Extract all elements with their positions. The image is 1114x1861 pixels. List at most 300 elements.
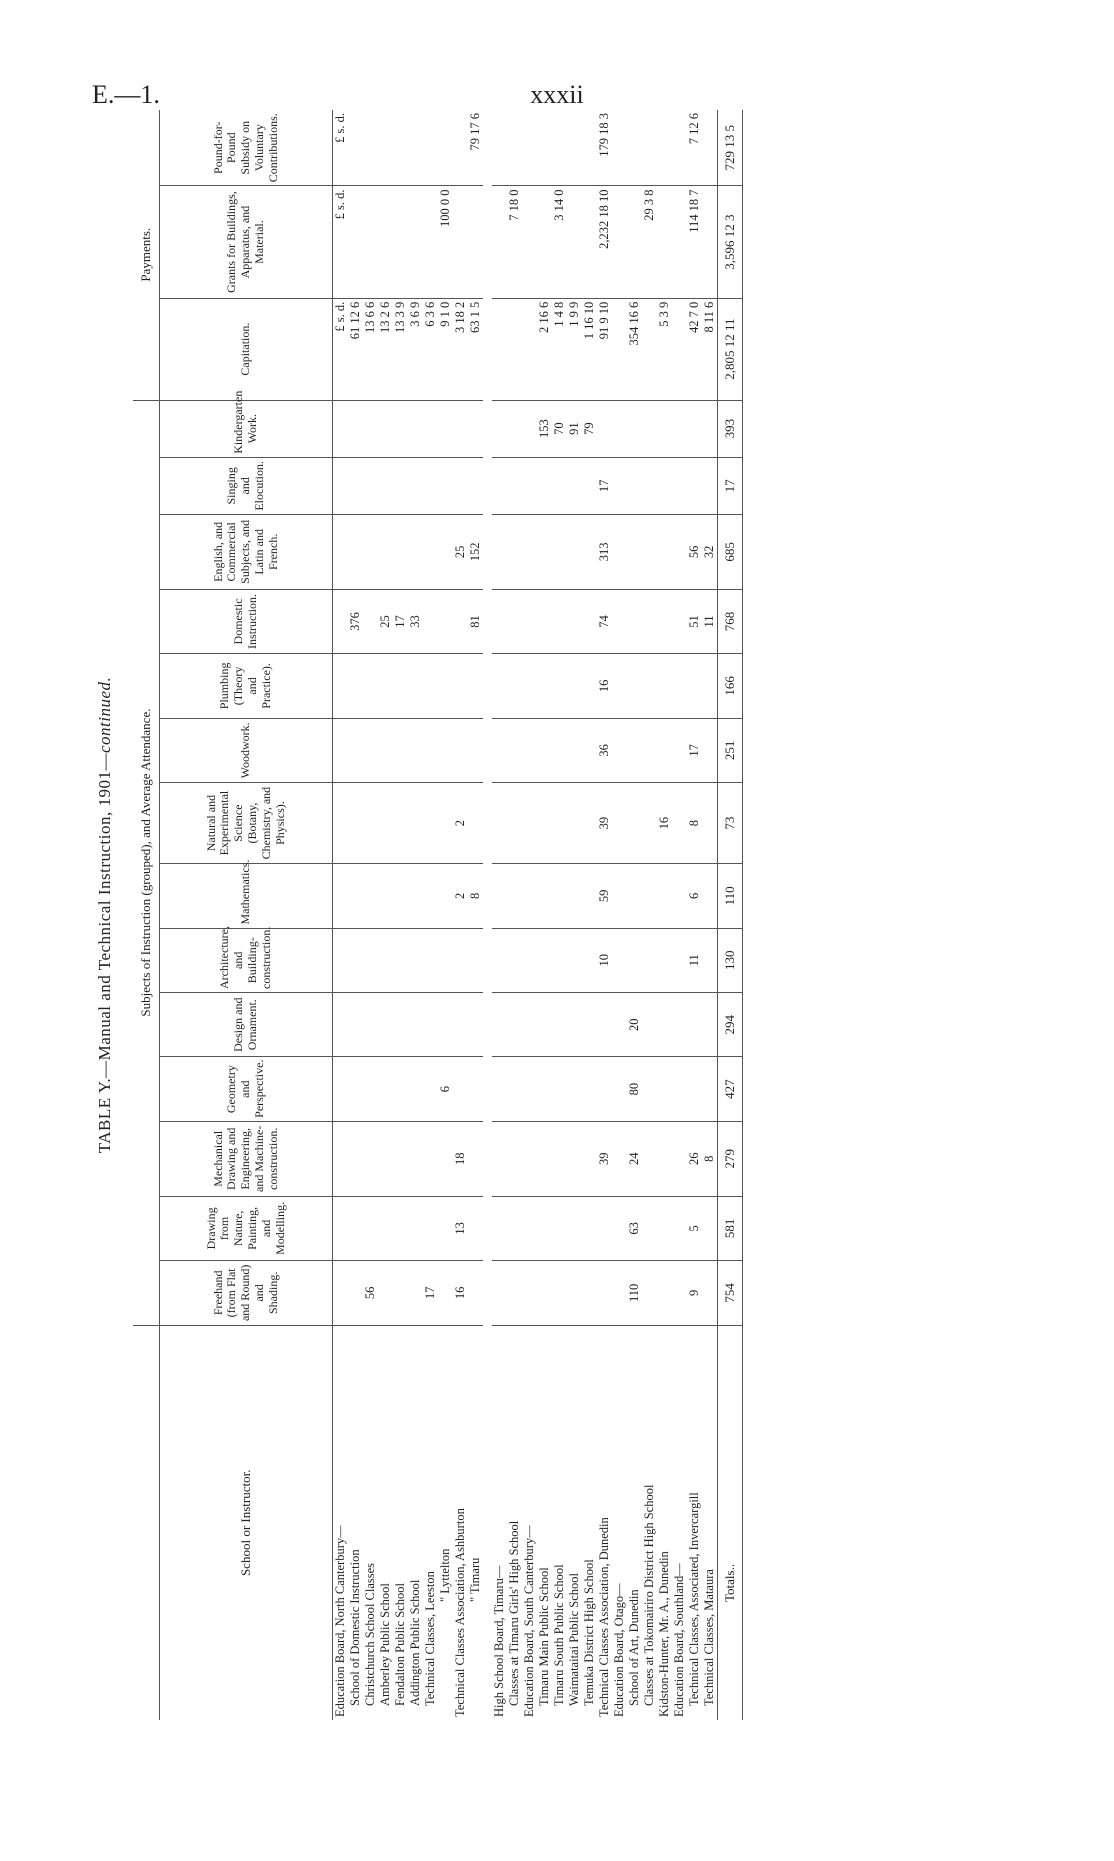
attendance-cell xyxy=(672,1121,687,1196)
attendance-cell xyxy=(333,1057,349,1121)
payment-cell: £ s. d. xyxy=(333,186,349,298)
attendance-cell xyxy=(612,1196,627,1260)
attendance-cell xyxy=(438,654,453,718)
attendance-cell xyxy=(552,1196,567,1260)
group-header-blank xyxy=(133,1325,160,1720)
payment-cell xyxy=(627,110,642,186)
school-name: Classes at Timaru Girls' High School xyxy=(507,1520,521,1706)
attendance-cell xyxy=(657,589,672,653)
attendance-cell xyxy=(363,400,378,457)
attendance-cell xyxy=(453,400,468,457)
attendance-cell xyxy=(423,928,438,992)
attendance-cell xyxy=(522,1196,537,1260)
attendance-cell xyxy=(642,783,657,864)
attendance-cell xyxy=(363,1121,378,1196)
attendance-cell xyxy=(672,1196,687,1260)
attendance-cell xyxy=(468,400,483,457)
attendance-cell xyxy=(582,1261,597,1325)
page-number: xxxii xyxy=(530,80,584,109)
attendance-cell xyxy=(642,589,657,653)
group-header-subjects: Subjects of Instruction (grouped), and Average Attendance. xyxy=(133,400,160,1325)
attendance-cell xyxy=(642,400,657,457)
attendance-cell xyxy=(423,864,438,928)
attendance-cell xyxy=(438,1196,453,1260)
attendance-cell xyxy=(348,992,363,1056)
payment-cell: 179 18 3 xyxy=(597,110,612,186)
attendance-cell xyxy=(537,992,552,1056)
payment-cell xyxy=(627,186,642,298)
column-header: Geometry and Perspective. xyxy=(160,1057,333,1121)
payment-cell: 3 18 2 xyxy=(453,298,468,400)
attendance-cell: 51 xyxy=(687,589,702,653)
school-name: Amberley Public School xyxy=(378,1583,392,1706)
column-header: Mechanical Drawing and Engineering, and Machine-construction. xyxy=(160,1121,333,1196)
attendance-cell xyxy=(363,1196,378,1260)
attendance-cell xyxy=(657,928,672,992)
payment-cell xyxy=(468,186,483,298)
attendance-cell xyxy=(537,718,552,782)
attendance-cell: 17 xyxy=(597,457,612,514)
attendance-cell xyxy=(627,864,642,928)
attendance-cell xyxy=(537,1196,552,1260)
total-cell: 17 xyxy=(718,457,743,514)
attendance-cell xyxy=(333,457,349,514)
attendance-cell xyxy=(423,1196,438,1260)
school-name-cell xyxy=(468,1325,483,1720)
attendance-cell xyxy=(537,457,552,514)
total-cell: 581 xyxy=(718,1196,743,1260)
attendance-cell xyxy=(492,928,507,992)
attendance-cell xyxy=(582,514,597,589)
school-name-cell xyxy=(492,1325,507,1720)
attendance-cell xyxy=(687,400,702,457)
payment-cell xyxy=(537,186,552,298)
school-name: Timaru South Public School xyxy=(552,1564,566,1706)
attendance-cell xyxy=(702,457,718,514)
attendance-cell xyxy=(408,783,423,864)
school-name-cell xyxy=(378,1325,393,1720)
school-name-cell xyxy=(642,1325,657,1720)
attendance-cell: 81 xyxy=(468,589,483,653)
attendance-cell xyxy=(468,718,483,782)
attendance-cell: 376 xyxy=(348,589,363,653)
payment-cell: 8 11 6 xyxy=(702,298,718,400)
attendance-cell xyxy=(672,589,687,653)
attendance-cell: 63 xyxy=(627,1196,642,1260)
attendance-cell xyxy=(537,589,552,653)
attendance-cell xyxy=(378,514,393,589)
attendance-cell xyxy=(393,1196,408,1260)
table-row xyxy=(348,110,363,1720)
table-body xyxy=(333,110,718,1720)
payment-cell: 79 17 6 xyxy=(468,110,483,186)
attendance-cell xyxy=(567,514,582,589)
school-name-cell xyxy=(438,1325,453,1720)
payment-cell: 9 1 0 xyxy=(438,298,453,400)
payment-cell: 63 1 5 xyxy=(468,298,483,400)
school-name-cell xyxy=(333,1325,349,1720)
attendance-cell: 153 xyxy=(537,400,552,457)
school-name-cell xyxy=(687,1325,702,1720)
attendance-cell: 36 xyxy=(597,718,612,782)
school-name: Education Board, Otago— xyxy=(612,1583,626,1717)
attendance-cell xyxy=(378,1196,393,1260)
payment-cell xyxy=(642,110,657,186)
attendance-cell xyxy=(438,1261,453,1325)
attendance-cell: 2 xyxy=(453,783,468,864)
attendance-cell xyxy=(612,654,627,718)
attendance-cell xyxy=(507,1057,522,1121)
table-row xyxy=(522,110,537,1720)
attendance-cell xyxy=(348,928,363,992)
attendance-cell xyxy=(363,514,378,589)
attendance-cell xyxy=(582,1057,597,1121)
attendance-cell: 110 xyxy=(627,1261,642,1325)
attendance-cell xyxy=(597,400,612,457)
column-header: English, and Commercial Subjects, and Latin and French. xyxy=(160,514,333,589)
attendance-cell xyxy=(657,718,672,782)
attendance-cell xyxy=(333,400,349,457)
school-name: Technical Classes, Leeston xyxy=(423,1571,437,1706)
group-header-payments: Payments. xyxy=(133,110,160,400)
attendance-cell xyxy=(657,1261,672,1325)
attendance-cell xyxy=(438,718,453,782)
payment-cell: 1 16 10 xyxy=(582,298,597,400)
attendance-cell: 16 xyxy=(657,783,672,864)
payment-cell: 1 4 8 xyxy=(552,298,567,400)
attendance-cell xyxy=(408,457,423,514)
school-name: Waimataitai Public School xyxy=(567,1573,581,1706)
attendance-cell xyxy=(612,718,627,782)
attendance-cell xyxy=(492,992,507,1056)
payment-cell xyxy=(423,110,438,186)
attendance-cell xyxy=(657,1196,672,1260)
attendance-cell xyxy=(507,992,522,1056)
total-cell: 73 xyxy=(718,783,743,864)
payment-cell xyxy=(522,298,537,400)
attendance-cell xyxy=(333,654,349,718)
attendance-cell xyxy=(492,654,507,718)
attendance-cell xyxy=(522,1057,537,1121)
table-row xyxy=(378,110,393,1720)
attendance-cell: 70 xyxy=(552,400,567,457)
attendance-cell xyxy=(537,1057,552,1121)
total-cell: 251 xyxy=(718,718,743,782)
attendance-cell xyxy=(582,654,597,718)
attendance-cell xyxy=(567,1121,582,1196)
payment-cell: 91 9 10 xyxy=(597,298,612,400)
attendance-cell xyxy=(423,718,438,782)
attendance-cell: 24 xyxy=(627,1121,642,1196)
payment-cell xyxy=(702,186,718,298)
attendance-cell xyxy=(408,1057,423,1121)
school-name: School of Domestic Instruction xyxy=(348,1549,362,1706)
attendance-cell: 8 xyxy=(687,783,702,864)
attendance-cell xyxy=(702,400,718,457)
attendance-cell xyxy=(438,457,453,514)
attendance-cell xyxy=(423,589,438,653)
payment-cell xyxy=(672,298,687,400)
payment-cell xyxy=(393,186,408,298)
attendance-cell: 9 xyxy=(687,1261,702,1325)
attendance-cell xyxy=(507,589,522,653)
attendance-cell xyxy=(672,654,687,718)
attendance-cell: 20 xyxy=(627,992,642,1056)
attendance-cell xyxy=(642,1261,657,1325)
school-name: Technical Classes, Associated, Invercargill xyxy=(687,1492,701,1706)
attendance-cell xyxy=(363,992,378,1056)
attendance-cell xyxy=(423,1121,438,1196)
attendance-cell xyxy=(567,783,582,864)
school-name-cell xyxy=(423,1325,438,1720)
column-header-school: School or Instructor. xyxy=(160,1325,333,1720)
payment-cell xyxy=(537,110,552,186)
school-name-cell xyxy=(702,1325,718,1720)
total-cell: 294 xyxy=(718,992,743,1056)
school-name-cell xyxy=(672,1325,687,1720)
attendance-cell xyxy=(612,589,627,653)
attendance-cell xyxy=(348,1196,363,1260)
attendance-cell xyxy=(378,457,393,514)
school-name-cell xyxy=(567,1325,582,1720)
attendance-cell xyxy=(363,718,378,782)
attendance-cell xyxy=(378,654,393,718)
attendance-cell xyxy=(672,457,687,514)
attendance-cell xyxy=(657,457,672,514)
payment-cell xyxy=(522,186,537,298)
attendance-cell xyxy=(537,1121,552,1196)
attendance-cell xyxy=(507,1261,522,1325)
attendance-cell xyxy=(597,992,612,1056)
attendance-cell xyxy=(492,1057,507,1121)
table-row xyxy=(537,110,552,1720)
attendance-cell xyxy=(522,514,537,589)
attendance-cell xyxy=(507,864,522,928)
attendance-cell xyxy=(597,1196,612,1260)
attendance-cell xyxy=(438,864,453,928)
attendance-cell xyxy=(378,928,393,992)
attendance-cell xyxy=(627,514,642,589)
instruction-table xyxy=(133,110,743,1720)
school-name-cell xyxy=(408,1325,423,1720)
attendance-cell xyxy=(672,928,687,992)
attendance-cell: 6 xyxy=(687,864,702,928)
table-row xyxy=(597,110,612,1720)
attendance-cell xyxy=(612,1261,627,1325)
payment-cell xyxy=(492,298,507,400)
attendance-cell xyxy=(438,783,453,864)
attendance-cell xyxy=(438,589,453,653)
attendance-cell xyxy=(468,992,483,1056)
attendance-cell: 80 xyxy=(627,1057,642,1121)
attendance-cell xyxy=(408,400,423,457)
attendance-cell xyxy=(363,457,378,514)
payment-cell: 2 16 6 xyxy=(537,298,552,400)
attendance-cell xyxy=(393,457,408,514)
attendance-cell xyxy=(702,1261,718,1325)
total-cell: 768 xyxy=(718,589,743,653)
table-row xyxy=(333,110,349,1720)
table-row xyxy=(702,110,718,1720)
attendance-cell xyxy=(702,864,718,928)
attendance-cell xyxy=(612,783,627,864)
attendance-cell xyxy=(492,514,507,589)
attendance-cell xyxy=(378,1057,393,1121)
attendance-cell: 11 xyxy=(687,928,702,992)
attendance-cell: 33 xyxy=(408,589,423,653)
school-name-cell xyxy=(393,1325,408,1720)
total-cell: 393 xyxy=(718,400,743,457)
school-name: Christchurch School Classes xyxy=(363,1562,377,1706)
attendance-cell: 152 xyxy=(468,514,483,589)
attendance-cell: 17 xyxy=(393,589,408,653)
attendance-cell xyxy=(522,1121,537,1196)
payment-cell: 1 9 9 xyxy=(567,298,582,400)
payment-cell: 3 14 0 xyxy=(552,186,567,298)
school-name: Education Board, Southland— xyxy=(672,1563,686,1717)
attendance-cell xyxy=(612,1121,627,1196)
attendance-cell xyxy=(453,589,468,653)
attendance-cell xyxy=(552,783,567,864)
attendance-cell xyxy=(333,1121,349,1196)
school-name-cell xyxy=(453,1325,468,1720)
table-row xyxy=(438,110,453,1720)
attendance-cell xyxy=(597,1057,612,1121)
payment-cell xyxy=(657,110,672,186)
attendance-cell xyxy=(333,992,349,1056)
attendance-cell xyxy=(507,928,522,992)
attendance-cell xyxy=(393,718,408,782)
attendance-cell: 56 xyxy=(363,1261,378,1325)
attendance-cell xyxy=(567,718,582,782)
attendance-cell: 39 xyxy=(597,783,612,864)
page-ref: E.—1. xyxy=(92,80,160,109)
attendance-cell xyxy=(687,654,702,718)
school-name: Technical Classes, Mataura xyxy=(702,1569,716,1706)
attendance-cell xyxy=(507,514,522,589)
attendance-cell xyxy=(333,514,349,589)
attendance-cell xyxy=(408,654,423,718)
attendance-cell xyxy=(363,589,378,653)
attendance-cell xyxy=(552,992,567,1056)
attendance-cell xyxy=(438,400,453,457)
attendance-cell xyxy=(408,718,423,782)
spacer-cell xyxy=(483,110,492,1720)
payment-cell xyxy=(492,186,507,298)
attendance-cell xyxy=(393,654,408,718)
total-cell: 166 xyxy=(718,654,743,718)
attendance-cell xyxy=(492,1121,507,1196)
attendance-cell xyxy=(363,1057,378,1121)
attendance-cell xyxy=(363,864,378,928)
attendance-cell xyxy=(393,928,408,992)
attendance-cell xyxy=(597,1261,612,1325)
attendance-cell xyxy=(522,400,537,457)
attendance-cell xyxy=(627,654,642,718)
attendance-cell xyxy=(408,1261,423,1325)
table-row xyxy=(423,110,438,1720)
table-row xyxy=(612,110,627,1720)
attendance-cell xyxy=(657,514,672,589)
school-name: Technical Classes Association, Dunedin xyxy=(597,1517,611,1717)
attendance-cell xyxy=(423,654,438,718)
attendance-cell xyxy=(492,457,507,514)
attendance-cell xyxy=(378,718,393,782)
column-header: Kindergarten Work. xyxy=(160,400,333,457)
group-header-row xyxy=(133,110,160,1720)
payment-cell xyxy=(507,110,522,186)
payment-cell: 29 3 8 xyxy=(642,186,657,298)
attendance-cell: 17 xyxy=(423,1261,438,1325)
attendance-cell xyxy=(672,864,687,928)
attendance-cell xyxy=(363,654,378,718)
payment-cell xyxy=(522,110,537,186)
payment-cell xyxy=(657,186,672,298)
column-header: Pound-for-Pound Subsidy on Voluntary Contributions. xyxy=(160,110,333,186)
column-header-row xyxy=(160,110,333,1720)
payment-cell: 42 7 0 xyxy=(687,298,702,400)
school-name: School of Art, Dunedin xyxy=(627,1589,641,1706)
payment-cell xyxy=(408,186,423,298)
attendance-cell xyxy=(333,1261,349,1325)
column-header: Capitation. xyxy=(160,298,333,400)
column-header: Freehand (from Flat and Round) and Shading. xyxy=(160,1261,333,1325)
table-row xyxy=(642,110,657,1720)
attendance-cell xyxy=(642,514,657,589)
payment-cell xyxy=(672,110,687,186)
school-name-cell xyxy=(522,1325,537,1720)
attendance-cell xyxy=(672,1261,687,1325)
payment-cell: 13 3 9 xyxy=(393,298,408,400)
attendance-cell xyxy=(468,1261,483,1325)
attendance-cell xyxy=(393,992,408,1056)
attendance-cell xyxy=(657,1121,672,1196)
attendance-cell xyxy=(522,928,537,992)
school-name-cell xyxy=(537,1325,552,1720)
column-header: Design and Ornament. xyxy=(160,992,333,1056)
school-name-cell xyxy=(552,1325,567,1720)
attendance-cell xyxy=(408,928,423,992)
attendance-cell xyxy=(507,1121,522,1196)
school-name-cell xyxy=(582,1325,597,1720)
payment-cell xyxy=(348,110,363,186)
attendance-cell xyxy=(333,718,349,782)
attendance-cell xyxy=(468,1196,483,1260)
attendance-cell xyxy=(627,589,642,653)
attendance-cell xyxy=(348,1261,363,1325)
attendance-cell xyxy=(468,928,483,992)
attendance-cell xyxy=(537,928,552,992)
school-name-cell xyxy=(657,1325,672,1720)
attendance-cell: 8 xyxy=(702,1121,718,1196)
attendance-cell xyxy=(393,783,408,864)
attendance-cell xyxy=(333,928,349,992)
attendance-cell: 17 xyxy=(687,718,702,782)
attendance-cell xyxy=(612,864,627,928)
attendance-cell xyxy=(657,992,672,1056)
school-name-cell xyxy=(627,1325,642,1720)
attendance-cell xyxy=(378,400,393,457)
payment-cell xyxy=(612,110,627,186)
attendance-cell xyxy=(582,1196,597,1260)
spacer-row xyxy=(483,110,492,1720)
attendance-cell xyxy=(702,783,718,864)
total-cell: 729 13 5 xyxy=(718,110,743,186)
table-row xyxy=(507,110,522,1720)
payment-cell xyxy=(378,110,393,186)
payment-cell xyxy=(612,298,627,400)
rotated-table-block xyxy=(95,110,875,1720)
